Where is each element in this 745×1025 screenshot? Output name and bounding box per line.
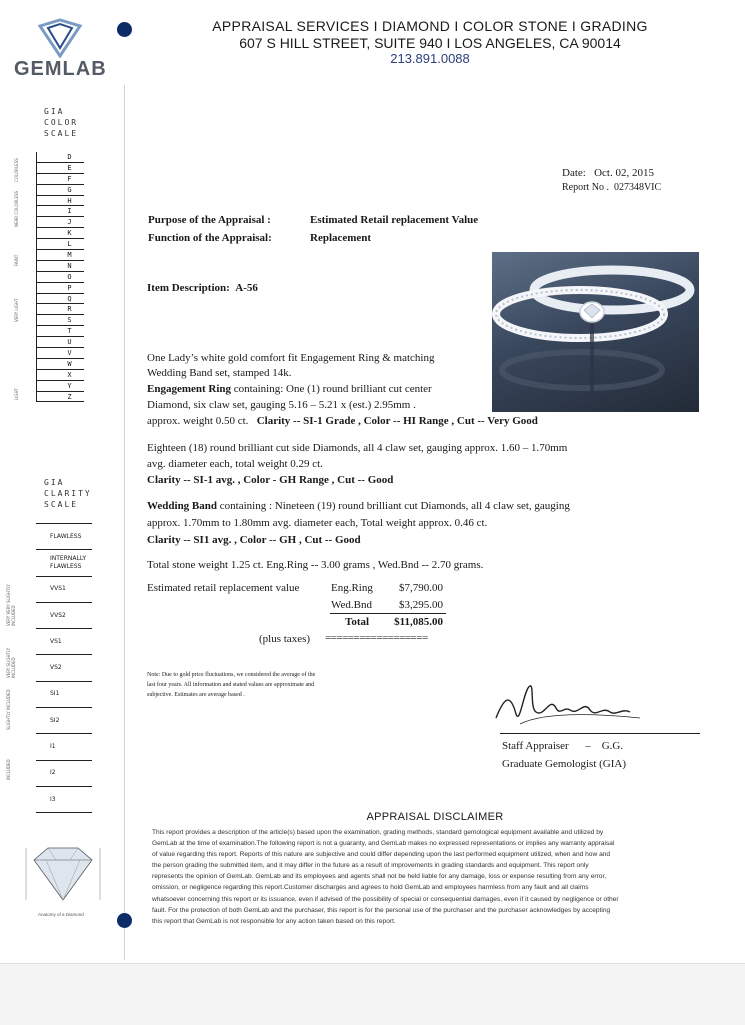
color-scale [36, 152, 84, 402]
margin-rule [124, 85, 125, 960]
price-item: Wed.Bnd [331, 599, 372, 611]
color-grade-cell: Q [36, 294, 84, 305]
signature-line [500, 733, 700, 734]
color-grade-cell: T [36, 326, 84, 337]
color-grade-cell: J [36, 217, 84, 228]
color-grade-cell: W [36, 359, 84, 370]
disclaimer-line: of value regarding this report. Reports of this nature are subjective and could differ depending upon the last performed equipment utilized, when and how and [152, 851, 611, 859]
appraiser-title: Staff Appraiser – G.G. [502, 740, 624, 752]
appraiser-credential: Graduate Gemologist (GIA) [502, 758, 627, 770]
desc-line: One Lady’s white gold comfort fit Engagement Ring & matching [147, 352, 435, 364]
clarity-grade-cell: I1 [36, 734, 92, 760]
clarity-group-label: VERY VERY SLIGHTLY INCLUDED [6, 584, 16, 626]
price-amount: $7,790.00 [399, 582, 443, 594]
color-grade-cell: K [36, 228, 84, 239]
disclaimer-line: omission, or negligence regarding this report.Customer discharges and agrees to hold GemLab and employees harmless from any fault and all claims [152, 884, 589, 892]
clarity-grade-cell: FLAWLESS [36, 524, 92, 550]
color-grade-cell: D [36, 152, 84, 163]
clarity-group-label: VERY SLIGHTLY INCLUDED [6, 647, 16, 678]
clarity-grade-cell: VS1 [36, 629, 92, 655]
color-grade-cell: V [36, 348, 84, 359]
color-grade-cell: F [36, 174, 84, 185]
purpose-value: Estimated Retail replacement Value [310, 214, 479, 226]
color-grade-cell: R [36, 304, 84, 315]
wedding-grade-line: Clarity -- SI1 avg. , Color -- GH , Cut -- Good [147, 534, 361, 546]
pricing-label: Estimated retail replacement value [147, 582, 300, 594]
color-grade-cell: O [36, 272, 84, 283]
color-grade-cell: L [36, 239, 84, 250]
desc-line: approx. 1.70mm to 1.80mm avg. diameter each, Total weight approx. 0.46 ct. [147, 517, 488, 529]
side-grade-line: Clarity -- SI-1 avg. , Color - GH Range , Cut -- Good [147, 474, 394, 486]
wedding-band-line: Wedding Band containing : Nineteen (19) round brilliant cut Diamonds, all 4 claw set, gauging [147, 500, 570, 512]
color-grade-cell: M [36, 250, 84, 261]
total-amount: $11,085.00 [394, 616, 443, 628]
engagement-grade-line: approx. weight 0.50 ct. Clarity -- SI-1 Grade , Color -- HI Range , Cut -- Very Good [147, 415, 538, 427]
clarity-grade-cell: I2 [36, 761, 92, 787]
taxes-note: (plus taxes) [259, 633, 311, 645]
disclaimer-line: whatsoever concerning this report or its issuance, even if advised of the possibility of special or consequential damages, even if it caused by negligence or other [152, 895, 619, 903]
disclaimer-line: represents the opinion of GemLab. GemLab and its employees and agents shall not be held liable for any damage, loss or expense resulting from any error, [152, 873, 607, 881]
disclaimer-line: This report provides a description of the article(s) based upon the examination, grading methods, standard gemological equipment available and utilized by [152, 829, 604, 836]
report-date: Date: Oct. 02, 2015 [562, 167, 654, 179]
report-number: Report No . 027348VIC [562, 182, 662, 193]
color-grade-cell: X [36, 370, 84, 381]
ring-set-photo [492, 252, 699, 412]
double-rule: ================== [325, 632, 428, 644]
logo-wordmark: GEMLAB [14, 58, 107, 80]
color-group-label: LIGHT [14, 388, 19, 400]
disclaimer-line: fault. For the protection of both GemLab and the purchaser, this report is for the personal use of the purchaser and the purchaser acknowledges by accepting [152, 906, 611, 914]
header-services: APPRAISAL SERVICES I DIAMOND I COLOR STONE I GRADING [212, 18, 648, 34]
diagram-caption: Anatomy of a Diamond [38, 912, 84, 917]
color-grade-cell: Y [36, 381, 84, 392]
desc-line: Diamond, six claw set, gauging 5.16 – 5.21 x (est.) 2.95mm . [147, 399, 416, 411]
disclaimer-line: the person grading the submitted item, and it may differ in the future as a result of improvements in grading standards and equipment. This report only [152, 862, 589, 870]
color-grade-cell: G [36, 185, 84, 196]
disclaimer-title: APPRAISAL DISCLAIMER [366, 811, 504, 823]
clarity-group-label: SLIGHTLY INCLUDED [6, 689, 11, 730]
diamond-anatomy-diagram [16, 838, 116, 910]
color-grade-cell: E [36, 163, 84, 174]
signature [490, 678, 650, 736]
color-group-label: FAINT [14, 254, 19, 266]
total-label: Total [345, 616, 370, 628]
clarity-scale [36, 523, 92, 813]
clarity-grade-cell: I3 [36, 787, 92, 813]
clarity-grade-cell: VVS2 [36, 603, 92, 629]
total-weight-line: Total stone weight 1.25 ct. Eng.Ring -- 3.00 grams , Wed.Bnd -- 2.70 grams. [147, 559, 484, 571]
function-label: Function of the Appraisal: [148, 232, 272, 244]
clarity-grade-cell: SI1 [36, 682, 92, 708]
purpose-label: Purpose of the Appraisal : [148, 214, 271, 226]
color-scale-title: GIA COLOR SCALE [44, 107, 79, 138]
desc-line: Wedding Band set, stamped 14k. [147, 367, 292, 379]
header-phone: 213.891.0088 [390, 51, 470, 66]
color-group-label: VERY LIGHT [14, 298, 19, 322]
color-grade-cell: S [36, 315, 84, 326]
header-address: 607 S HILL STREET, SUITE 940 I LOS ANGELES, CA 90014 [239, 35, 621, 51]
binder-hole-top [117, 22, 132, 37]
disclaimer-line: this report that GemLab is not responsible for any action taken based on this report. [152, 917, 396, 925]
engagement-ring-line: Engagement Ring containing: One (1) round brilliant cut center [147, 383, 432, 395]
price-amount: $3,295.00 [399, 599, 443, 611]
clarity-group-label: INCLUDED [6, 759, 11, 780]
page-footer-strip [0, 963, 745, 1025]
color-grade-cell: Z [36, 392, 84, 403]
price-note: Note: Due to gold price fluctuations, we considered the average of the last four years. All information and stated values are approximate and subjective. Estimates are average based . [147, 672, 316, 698]
clarity-grade-cell: INTERNALLY FLAWLESS [36, 550, 92, 576]
color-grade-cell: N [36, 261, 84, 272]
binder-hole-bottom [117, 913, 132, 928]
color-grade-cell: H [36, 196, 84, 207]
color-grade-cell: U [36, 337, 84, 348]
disclaimer-body [152, 827, 727, 927]
function-value: Replacement [310, 232, 372, 244]
color-group-label: COLORLESS [14, 158, 19, 182]
gemlab-diamond-logo-icon [36, 18, 84, 58]
clarity-scale-title: GIA CLARITY SCALE [44, 478, 92, 509]
desc-line: Eighteen (18) round brilliant cut side Diamonds, all 4 claw set, gauging approx. 1.60 – 1.70mm [147, 442, 568, 454]
clarity-grade-cell: VS2 [36, 655, 92, 681]
color-grade-cell: P [36, 283, 84, 294]
color-grade-cell: I [36, 206, 84, 217]
color-group-label: NEAR COLORLESS [14, 190, 19, 227]
clarity-grade-cell: SI2 [36, 708, 92, 734]
disclaimer-line: GemLab at the time of examination.The following report is not a guaranty, and GemLab makes no expressed representations or implies any warranty appraisal [152, 840, 615, 848]
clarity-grade-cell: VVS1 [36, 577, 92, 603]
desc-line: avg. diameter each, total weight 0.29 ct. [147, 458, 323, 470]
total-rule [330, 613, 446, 614]
item-description: Item Description: A-56 [147, 282, 258, 294]
price-item: Eng.Ring [331, 582, 373, 594]
